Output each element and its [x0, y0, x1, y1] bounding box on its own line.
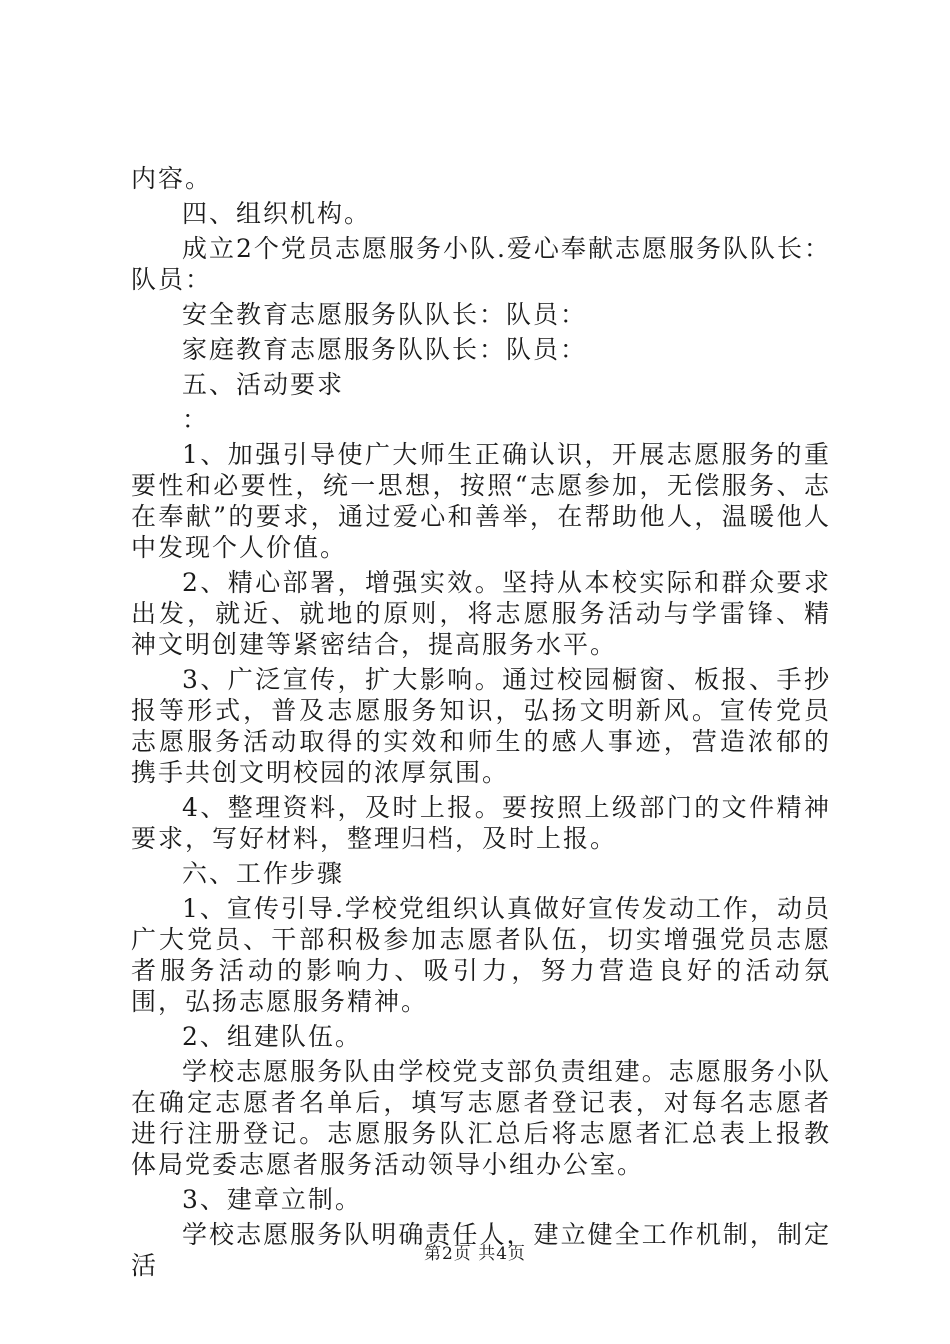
- paragraph: ：: [182, 405, 210, 434]
- paragraph: 2、组建队伍。: [182, 1022, 362, 1051]
- paragraph: 学校志愿服务队明确责任人，建立健全工作机制，制定活: [131, 1220, 831, 1280]
- paragraph: 3、广泛宣传，扩大影响。通过校园橱窗、板报、手抄报等形式，普及志愿服务知识，弘扬文明新风。宣传党员志愿服务活动取得的实效和师生的感人事迹，营造浓郁的携手共创文明校园的浓厚氛围。: [131, 665, 831, 787]
- page-number: 第2页 共4页: [423, 1244, 527, 1264]
- paragraph: 学校志愿服务队由学校党支部负责组建。志愿服务小队在确定志愿者名单后，填写志愿者登记表，对每名志愿者进行注册登记。志愿服务队汇总后将志愿者汇总表上报教体局党委志愿者服务活动领导小组办公室。: [131, 1057, 831, 1179]
- paragraph: 1、加强引导使广大师生正确认识，开展志愿服务的重要性和必要性，统一思想，按照“志愿参加，无偿服务、志在奉献”的要求，通过爱心和善举，在帮助他人，温暖他人中发现个人价值。: [131, 440, 831, 562]
- paragraph: 内容。: [131, 164, 213, 193]
- document-body: [131, 163, 831, 1285]
- paragraph: 3、建章立制。: [182, 1185, 362, 1214]
- paragraph: 1、宣传引导.学校党组织认真做好宣传发动工作，动员广大党员、干部积极参加志愿者队伍，切实增强党员志愿者服务活动的影响力、吸引力，努力营造良好的活动氛围，弘扬志愿服务精神。: [131, 894, 831, 1016]
- section-heading-requirements: 五、活动要求: [182, 370, 345, 399]
- section-heading-organization: 四、组织机构。: [182, 199, 372, 228]
- paragraph: 4、整理资料，及时上报。要按照上级部门的文件精神要求，写好材料，整理归档，及时上报。: [131, 793, 831, 853]
- page-footer: [0, 1239, 950, 1264]
- paragraph: 2、精心部署，增强实效。坚持从本校实际和群众要求出发，就近、就地的原则，将志愿服务活动与学雷锋、精神文明创建等紧密结合，提高服务水平。: [131, 568, 831, 659]
- paragraph: 家庭教育志愿服务队队长：队员：: [182, 335, 588, 364]
- section-heading-steps: 六、工作步骤: [182, 859, 345, 888]
- paragraph: 安全教育志愿服务队队长：队员：: [182, 300, 588, 329]
- paragraph: 成立2个党员志愿服务小队.爱心奉献志愿服务队队长：队员：: [131, 234, 831, 294]
